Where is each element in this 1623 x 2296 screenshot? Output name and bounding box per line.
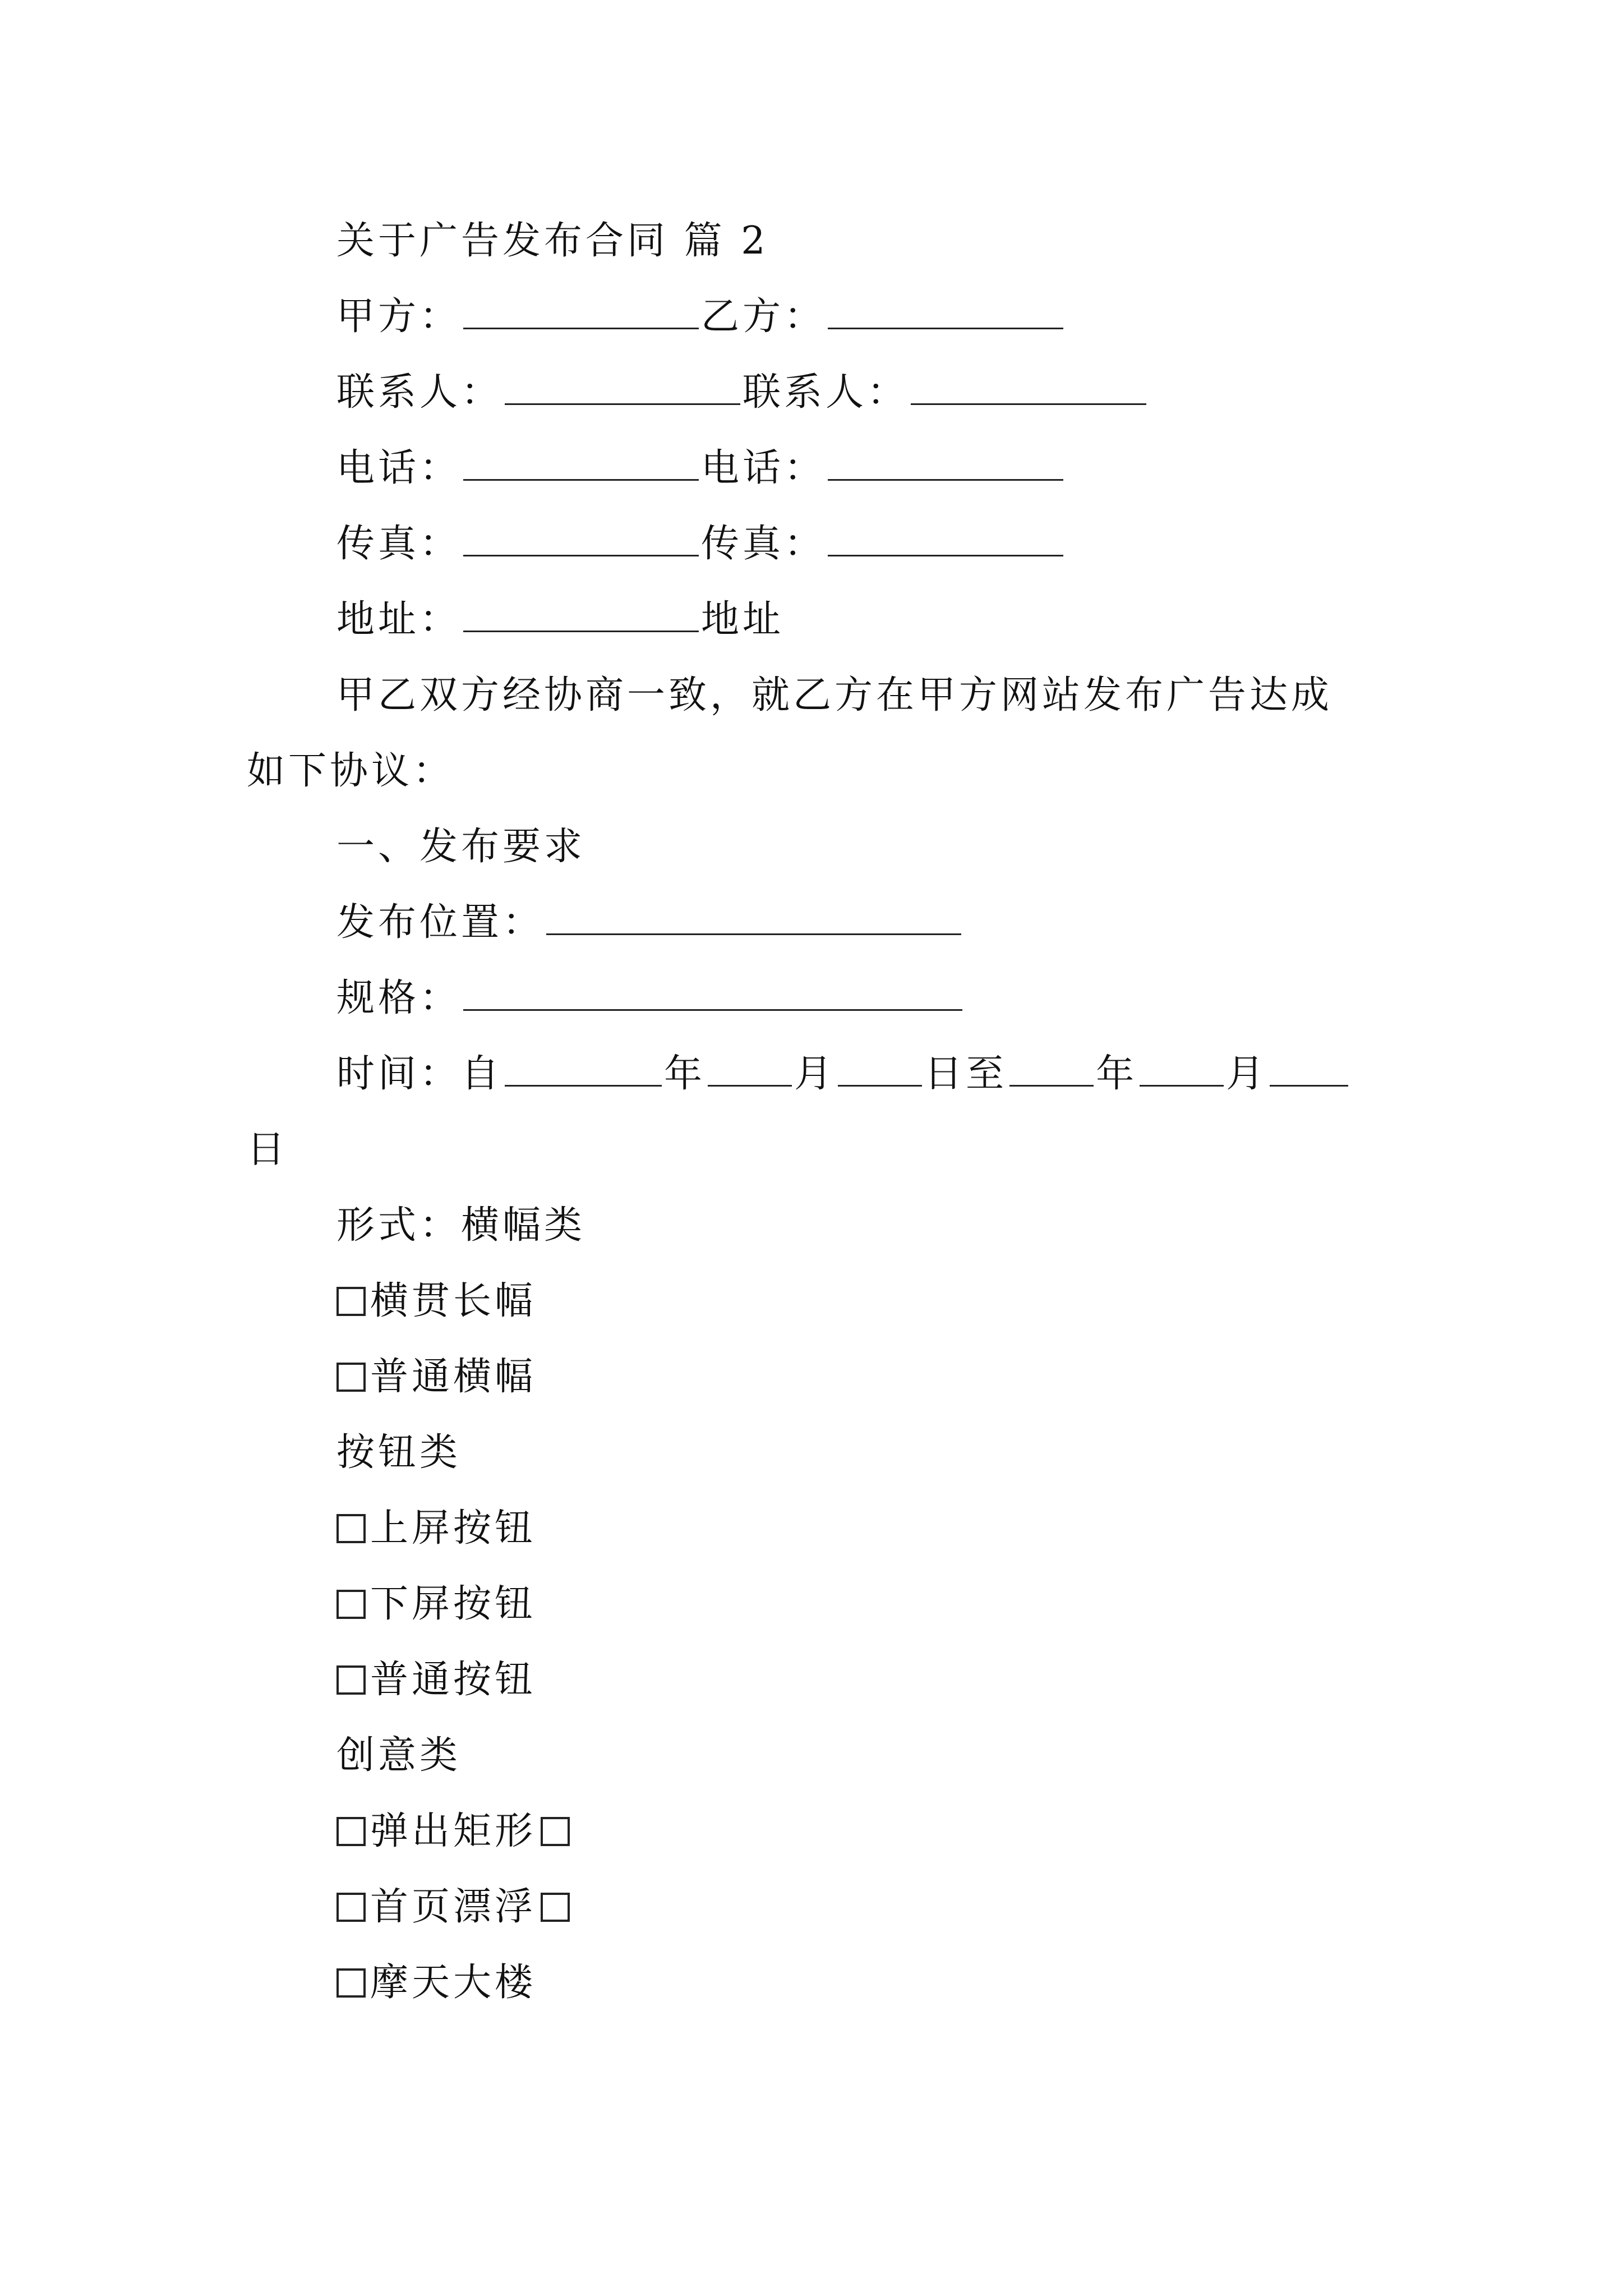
start-year-blank[interactable] (505, 1049, 662, 1087)
address-row (336, 592, 784, 648)
option-row (336, 1501, 536, 1557)
position-row (336, 895, 963, 951)
section-heading: 一、发布要求 (336, 825, 586, 869)
option-label: 摩天大楼 (370, 1961, 537, 2005)
address-a-label: 地址： (336, 597, 462, 642)
day-to-label: 日至 (924, 1052, 1008, 1096)
checkbox-icon[interactable] (541, 1817, 570, 1846)
option-row (336, 1955, 536, 2011)
checkbox-icon[interactable] (336, 1590, 366, 1619)
checkbox-icon[interactable] (336, 1287, 366, 1316)
contact-row (336, 365, 1149, 421)
intro-line-1: 甲乙双方经协商一致，就乙方在甲方网站发布广告达成 (336, 673, 1333, 717)
fax-a-label: 传真： (336, 522, 462, 566)
contact-a-blank[interactable] (505, 367, 740, 405)
phone-a-blank[interactable] (463, 443, 699, 481)
start-month-blank[interactable] (708, 1049, 792, 1087)
month-label-2: 月 (1226, 1052, 1268, 1096)
document-title: 关于广告发布合同 篇 2 (336, 219, 769, 263)
address-a-blank[interactable] (463, 595, 699, 632)
spec-label: 规格： (336, 976, 462, 1020)
checkbox-icon[interactable] (336, 1968, 366, 1998)
option-label: 首页漂浮 (370, 1885, 537, 1929)
checkbox-icon[interactable] (336, 1514, 366, 1543)
option-label: 弹出矩形 (370, 1809, 537, 1853)
checkbox-icon[interactable] (336, 1665, 366, 1695)
spec-row (336, 970, 965, 1027)
end-month-blank[interactable] (1140, 1049, 1224, 1087)
address-b-label: 地址 (701, 597, 785, 642)
phone-a-label: 电话： (336, 446, 462, 490)
contact-a-label: 联系人： (336, 370, 503, 415)
party-a-label: 甲方： (336, 295, 462, 339)
month-label: 月 (794, 1052, 836, 1096)
fax-b-label: 传真： (701, 522, 826, 566)
button-category: 按钮类 (336, 1430, 462, 1475)
option-row (336, 1349, 536, 1405)
end-year-blank[interactable] (1009, 1049, 1094, 1087)
position-label: 发布位置： (336, 900, 545, 945)
fax-b-blank[interactable] (828, 519, 1063, 556)
option-row (336, 1879, 570, 1935)
phone-b-blank[interactable] (828, 443, 1063, 481)
end-day-blank[interactable] (1270, 1049, 1348, 1087)
intro-line-2: 如下协议： (247, 749, 455, 793)
phone-row (336, 440, 1066, 496)
year-label-2: 年 (1096, 1052, 1138, 1096)
party-row (336, 289, 1066, 345)
checkbox-icon[interactable] (541, 1893, 570, 1922)
option-label: 横贯长幅 (370, 1279, 537, 1323)
option-row (336, 1652, 536, 1708)
year-label: 年 (664, 1052, 706, 1096)
option-row (336, 1273, 536, 1329)
phone-b-label: 电话： (701, 446, 826, 490)
option-label: 下屏按钮 (370, 1582, 537, 1626)
contact-b-blank[interactable] (911, 367, 1146, 405)
option-row (336, 1576, 536, 1632)
checkbox-icon[interactable] (336, 1817, 366, 1846)
option-label: 上屏按钮 (370, 1506, 537, 1550)
time-day-end: 日 (247, 1128, 289, 1172)
party-b-blank[interactable] (828, 292, 1063, 329)
option-row (336, 1803, 570, 1860)
start-day-blank[interactable] (838, 1049, 922, 1087)
option-label: 普通按钮 (370, 1658, 537, 1702)
position-blank[interactable] (546, 898, 961, 935)
checkbox-icon[interactable] (336, 1363, 366, 1392)
option-label: 普通横幅 (370, 1355, 537, 1399)
contact-b-label: 联系人： (743, 370, 909, 415)
fax-a-blank[interactable] (463, 519, 699, 556)
form-label: 形式：横幅类 (336, 1203, 586, 1248)
time-row (336, 1046, 1350, 1102)
time-label: 时间：自 (336, 1052, 503, 1096)
checkbox-icon[interactable] (336, 1893, 366, 1922)
creative-category: 创意类 (336, 1733, 462, 1778)
party-a-blank[interactable] (463, 292, 699, 329)
party-b-label: 乙方： (701, 295, 826, 339)
fax-row (336, 516, 1066, 572)
spec-blank[interactable] (463, 973, 962, 1011)
